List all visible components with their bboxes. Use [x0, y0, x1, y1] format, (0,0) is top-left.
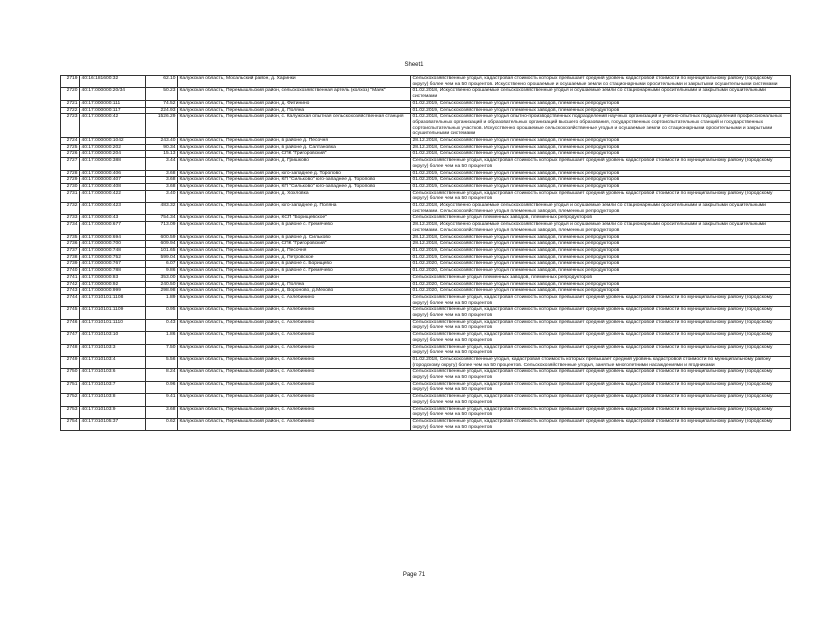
- table-row: [61, 294, 791, 306]
- land-use-cell: 01.02.2018, Сельскохозяйственные угодья, кадастровая стоимость которых превышает средний уровень кадастровой стоимости по муниципальному району (городскому округу) более чем на 50 процентов. Сельскохозяйственные угодья, занятые многолетними насаждениями и ягодниками: [411, 356, 791, 368]
- area-value: 240.50: [146, 281, 178, 288]
- area-value: 9.86: [146, 268, 178, 275]
- land-use-cell: 01.02.2020, Сельскохозяйственные угодья племенных заводов, племенных репродукторов: [411, 268, 791, 275]
- address-cell: Калужская область, Перемышльский район, СПК "Григоровский": [178, 241, 411, 248]
- cadastral-number: 40:17:000000:42: [80, 114, 146, 138]
- sheet-title: Sheet1: [404, 62, 424, 68]
- table-row: [61, 138, 791, 145]
- row-number: 2747: [61, 332, 80, 344]
- cadastral-number: 40:17:000000:700: [80, 241, 146, 248]
- cadastral-number: 40:17:000000:117: [80, 107, 146, 114]
- land-use-cell: 28.12.2018, Сельскохозяйственные угодья племенных заводов, племенных репродукторов: [411, 138, 791, 145]
- cadastral-number: 40:17:000000:422: [80, 190, 146, 202]
- area-value: 3.68: [146, 406, 178, 418]
- land-use-cell: 28.12.2018, Сельскохозяйственные угодья племенных заводов, племенных репродукторов: [411, 241, 791, 248]
- row-number: 2722: [61, 107, 80, 114]
- cadastral-number: 40:17:000000:748: [80, 247, 146, 254]
- table-row: [61, 261, 791, 268]
- area-value: 0.96: [146, 381, 178, 393]
- area-value: 609.94: [146, 241, 178, 248]
- land-use-cell: 01.02.2020, Сельскохозяйственные угодья племенных заводов, племенных репродукторов: [411, 261, 791, 268]
- area-value: 3.40: [146, 190, 178, 202]
- cadastral-number: 40:17:000000:752: [80, 254, 146, 261]
- land-use-cell: Сельскохозяйственные угодья, кадастровая стоимость которых превышает средний уровень кадастровой стоимости по муниципальному району (городскому округу) более чем на 50 процентов: [411, 294, 791, 306]
- address-cell: Калужская область, Перемышльский район, в районе с. Борищево: [178, 261, 411, 268]
- row-number: 2725: [61, 144, 80, 151]
- table-row: [61, 100, 791, 107]
- cadastral-number: 40:17:000000:202: [80, 144, 146, 151]
- row-number: 2750: [61, 369, 80, 381]
- area-value: 5.56: [146, 356, 178, 368]
- address-cell: Калужская область, Перемышльский район, д. Петровское: [178, 254, 411, 261]
- table-row: [61, 281, 791, 288]
- cadastral-number: 40:17:000000:677: [80, 222, 146, 234]
- address-cell: Калужская область, Перемышльский район, с. Ахлебинино: [178, 394, 411, 406]
- land-parcels-table: [60, 75, 791, 431]
- row-number: 2730: [61, 183, 80, 190]
- table-row: [61, 406, 791, 418]
- address-cell: Калужская область, Перемышльский район, сельскохозяйственная артель (колхоз) "Маяк": [178, 88, 411, 100]
- table-row: [61, 307, 791, 319]
- land-use-cell: Сельскохозяйственные угодья, кадастровая стоимость которых превышает средний уровень кадастровой стоимости по муниципальному району (городскому округу) более чем на 50 процентов: [411, 406, 791, 418]
- table-row: [61, 215, 791, 222]
- area-value: 3.68: [146, 183, 178, 190]
- row-number: 2719: [61, 76, 80, 88]
- row-number: 2736: [61, 241, 80, 248]
- cadastral-number: 40:17:010103:6: [80, 369, 146, 381]
- cadastral-number: 40:17:010103:3: [80, 344, 146, 356]
- land-use-cell: Сельскохозяйственные угодья, кадастровая стоимость которых превышает средний уровень кадастровой стоимости по муниципальному району (городскому округу) более чем на 50 процентов: [411, 190, 791, 202]
- land-use-cell: 01.02.2018, Сельскохозяйственные угодья племенных заводов, племенных репродукторов: [411, 151, 791, 158]
- row-number: 2741: [61, 274, 80, 281]
- land-use-cell: 01.02.2018, Искусственно орошаемые сельскохозяйственные угодья и осушаемые земли со стационарными оросительными и закрытыми осушительными системами: [411, 88, 791, 100]
- row-number: 2721: [61, 100, 80, 107]
- table-row: [61, 268, 791, 275]
- cadastral-number: 40:17:010103:7: [80, 381, 146, 393]
- table-row: [61, 151, 791, 158]
- table-row: [61, 158, 791, 170]
- address-cell: Калужская область, Перемышльский район, с. Ахлебинино: [178, 406, 411, 418]
- land-use-cell: Сельскохозяйственные угодья племенных заводов, племенных репродукторов: [411, 274, 791, 281]
- address-cell: Калужская область, Перемышльский район, СПК "Григоровский": [178, 151, 411, 158]
- land-use-cell: 01.02.2019, Сельскохозяйственные угодья племенных заводов, племенных репродукторов: [411, 170, 791, 177]
- address-cell: Калужская область, Перемышльский район, с. Ахлебинино: [178, 307, 411, 319]
- row-number: 2738: [61, 254, 80, 261]
- land-use-cell: 28.12.2018, Сельскохозяйственные угодья племенных заводов, племенных репродукторов: [411, 144, 791, 151]
- area-value: 224.93: [146, 107, 178, 114]
- address-cell: Калужская область, Перемышльский район, с. Ахлебинино: [178, 369, 411, 381]
- cadastral-number: 40:17:000000:388: [80, 158, 146, 170]
- cadastral-number: 40:17:000000:43: [80, 215, 146, 222]
- address-cell: Калужская область, Перемышльский район, в районе д. Салтановка: [178, 144, 411, 151]
- row-number: 2727: [61, 158, 80, 170]
- cadastral-number: 40:17:000000:407: [80, 177, 146, 184]
- land-use-cell: Сельскохозяйственные угодья, кадастровая стоимость которых превышает средний уровень кадастровой стоимости по муниципальному району (городскому округу) более чем на 50 процентов: [411, 158, 791, 170]
- address-cell: Калужская область, Перемышльский район, КСП "Борищевское": [178, 215, 411, 222]
- row-number: 2740: [61, 268, 80, 275]
- address-cell: Калужская область, Перемышльский район, с. Ахлебинино: [178, 294, 411, 306]
- area-value: 6.07: [146, 261, 178, 268]
- row-number: 2751: [61, 381, 80, 393]
- address-cell: Калужская область, Мосальский район, д. Хаpинки: [178, 76, 411, 88]
- address-cell: Калужская область, Перемышльский район, с. Ахлебинино: [178, 356, 411, 368]
- land-use-cell: Сельскохозяйственные угодья, кадастровая стоимость которых превышает средний уровень кадастровой стоимости по муниципальному району (городскому округу) более чем на 50 процентов: [411, 307, 791, 319]
- table-row: [61, 356, 791, 368]
- page-number: Page 71: [402, 572, 426, 578]
- table-row: [61, 190, 791, 202]
- area-value: 74.52: [146, 100, 178, 107]
- cadastral-number: 40:17:000000:20/34: [80, 88, 146, 100]
- address-cell: Калужская область, Перемышльский район, юго-западнее д. Торопово: [178, 170, 411, 177]
- address-cell: Калужская область, Перемышльский район, в районе д. Песочня: [178, 138, 411, 145]
- area-value: 3.68: [146, 177, 178, 184]
- cadastral-number: 40:17:000000:694: [80, 234, 146, 241]
- area-value: 754.34: [146, 215, 178, 222]
- area-value: 7.50: [146, 344, 178, 356]
- address-cell: Калужская область, Перемышльский район, д. Гришково: [178, 158, 411, 170]
- table-row: [61, 114, 791, 138]
- area-value: 101.65: [146, 247, 178, 254]
- row-number: 2728: [61, 170, 80, 177]
- row-number: 2724: [61, 138, 80, 145]
- table-row: [61, 418, 791, 430]
- address-cell: Калужская область, Перемышльский район, с. Ахлебинино: [178, 319, 411, 331]
- row-number: 2726: [61, 151, 80, 158]
- row-number: 2737: [61, 247, 80, 254]
- area-value: 15.13: [146, 151, 178, 158]
- table-row: [61, 381, 791, 393]
- land-use-cell: Сельскохозяйственные угодья, кадастровая стоимость которых превышает средний уровень кадастровой стоимости по муниципальному району (городскому округу) более чем на 50 процентов: [411, 332, 791, 344]
- row-number: 2729: [61, 177, 80, 184]
- area-value: 599.04: [146, 254, 178, 261]
- address-cell: Калужская область, Перемышльский район, с. Ахлебинино: [178, 332, 411, 344]
- land-use-cell: Сельскохозяйственные угодья, кадастровая стоимость которых превышает средний уровень кадастровой стоимости по муниципальному району (городскому округу) более чем на 50 процентов: [411, 394, 791, 406]
- row-number: 2732: [61, 203, 80, 215]
- cadastral-number: 40:17:010103:10: [80, 332, 146, 344]
- address-cell: Калужская область, Перемышльский район: [178, 274, 411, 281]
- cadastral-number: 40:17:010101:1108: [80, 294, 146, 306]
- row-number: 2752: [61, 394, 80, 406]
- cadastral-number: 40:16:181600:32: [80, 76, 146, 88]
- area-value: 8.24: [146, 369, 178, 381]
- table-row: [61, 241, 791, 248]
- cadastral-number: 40:17:000000:999: [80, 288, 146, 295]
- area-value: 243.40: [146, 138, 178, 145]
- address-cell: Калужская область, Перемышльский район, с. Ахлебинино: [178, 418, 411, 430]
- area-value: 483.32: [146, 203, 178, 215]
- land-use-cell: Сельскохозяйственные угодья, кадастровая стоимость которых превышает средний уровень кадастровой стоимости по муниципальному району (городскому округу) более чем на 50 процентов: [411, 319, 791, 331]
- area-value: 50.23: [146, 88, 178, 100]
- address-cell: Калужская область, Перемышльский район, д. Песочня: [178, 247, 411, 254]
- table-row: [61, 107, 791, 114]
- land-use-cell: 28.12.2018, Искусственно орошаемые сельскохозяйственные угодья и осушаемые земли со стационарными оросительными и закрытыми осушительными системами. Сельскохозяйственные угодья племенных заводов, племенных репродукторов: [411, 222, 791, 234]
- cadastral-number: 40:17:000000:406: [80, 170, 146, 177]
- row-number: 2743: [61, 288, 80, 295]
- cadastral-number: 40:17:010103:9: [80, 406, 146, 418]
- area-value: 9.41: [146, 394, 178, 406]
- table-row: [61, 170, 791, 177]
- land-use-cell: 28.12.2018, Сельскохозяйственные угодья племенных заводов, племенных репродукторов: [411, 234, 791, 241]
- cadastral-number: 40:17:010101:1110: [80, 319, 146, 331]
- table-row: [61, 234, 791, 241]
- cadastral-number: 40:17:010103:8: [80, 394, 146, 406]
- row-number: 2744: [61, 294, 80, 306]
- cadastral-number: 40:17:000000:1042: [80, 138, 146, 145]
- land-use-cell: Сельскохозяйственные угодья, кадастровая стоимость которых превышает средний уровень кадастровой стоимости по муниципальному району (городскому округу) более чем на 50 процентов: [411, 381, 791, 393]
- cadastral-number: 40:17:000000:423: [80, 203, 146, 215]
- address-cell: Калужская область, Перемышльский район, д. Фитинино: [178, 100, 411, 107]
- row-number: 2735: [61, 234, 80, 241]
- cadastral-number: 40:17:000000:92: [80, 281, 146, 288]
- row-number: 2731: [61, 190, 80, 202]
- table-row: [61, 222, 791, 234]
- row-number: 2739: [61, 261, 80, 268]
- address-cell: Калужская область, Перемышльский район, в районе с. Гремячево: [178, 222, 411, 234]
- row-number: 2754: [61, 418, 80, 430]
- table-row: [61, 247, 791, 254]
- land-use-cell: Сельскохозяйственные угодья племенных заводов, племенных репродукторов: [411, 215, 791, 222]
- table-row: [61, 177, 791, 184]
- table-row: [61, 254, 791, 261]
- table-body: [61, 76, 791, 431]
- address-cell: Калужская область, Перемышльский район, с. Ахлебинино: [178, 344, 411, 356]
- address-cell: Калужская область, Перемышльский район, юго-западнее д. Поляна: [178, 203, 411, 215]
- row-number: 2746: [61, 319, 80, 331]
- area-value: 3.68: [146, 170, 178, 177]
- row-number: 2734: [61, 222, 80, 234]
- area-value: 0.62: [146, 418, 178, 430]
- address-cell: Калужская область, Перемышльский район, КП "Сильково" юго-западнее д. Торопово: [178, 183, 411, 190]
- table-row: [61, 274, 791, 281]
- area-value: 90.34: [146, 144, 178, 151]
- row-number: 2753: [61, 406, 80, 418]
- cadastral-number: 40:17:000000:83: [80, 274, 146, 281]
- table-row: [61, 183, 791, 190]
- area-value: 62.10: [146, 76, 178, 88]
- address-cell: Калужская область, Перемышльский район, д. Вороново, д.Мехово: [178, 288, 411, 295]
- cadastral-number: 40:17:000000:111: [80, 100, 146, 107]
- table-row: [61, 394, 791, 406]
- address-cell: Калужская область, Перемышльский район, с. Ахлебинино: [178, 381, 411, 393]
- area-value: 713.09: [146, 222, 178, 234]
- area-value: 600.59: [146, 234, 178, 241]
- cadastral-number: 40:17:010101:1109: [80, 307, 146, 319]
- table-row: [61, 288, 791, 295]
- address-cell: Калужская область, Перемышльский район, с. Калужская опытная сельскохозяйственная станция: [178, 114, 411, 138]
- area-value: 0.95: [146, 307, 178, 319]
- table-row: [61, 76, 791, 88]
- land-use-cell: Сельскохозяйственные угодья, кадастровая стоимость которых превышает средний уровень кадастровой стоимости по муниципальному району (городскому округу) более чем на 50 процентов: [411, 344, 791, 356]
- area-value: 1.89: [146, 294, 178, 306]
- area-value: 298.98: [146, 288, 178, 295]
- address-cell: Калужская область, Перемышльский район, в районе с. Гремячево: [178, 268, 411, 275]
- land-use-cell: 01.02.2020, Сельскохозяйственные угодья племенных заводов, племенных репродукторов: [411, 288, 791, 295]
- land-use-cell: 01.02.2018, Сельскохозяйственные угодья опытно-производственных подразделений научных организаций и учебно-опытных подразделений профессиональных образовательных организаций и образовательных организаций высшего образования, государственных сортоиспытательных станций и государственных сортоиспытательных участков. Искусственно орошаемые сельскохозяйственные угодья и осушаемые земли со стационарными оросительными и закрытыми осушительными системами: [411, 114, 791, 138]
- land-use-cell: 01.02.2019, Сельскохозяйственные угодья племенных заводов, племенных репродукторов: [411, 107, 791, 114]
- address-cell: Калужская область, Перемышльский район, д. Поляна: [178, 281, 411, 288]
- area-value: 353.00: [146, 274, 178, 281]
- land-use-cell: Сельскохозяйственные угодья, кадастровая стоимость которых превышает средний уровень кадастровой стоимости по муниципальному району (городскому округу) более чем на 50 процентов. Искусственно орошаемые и осушаемые земли со стационарными оросительными и закрытыми осушительными системами: [411, 76, 791, 88]
- table-row: [61, 203, 791, 215]
- area-value: 1.86: [146, 332, 178, 344]
- land-use-cell: 01.02.2018, Искусственно орошаемые сельскохозяйственные угодья и осушаемые земли со стационарными оросительными и закрытыми осушительными системами. Сельскохозяйственные угодья племенных заводов, племенных репродукторов: [411, 203, 791, 215]
- row-number: 2749: [61, 356, 80, 368]
- row-number: 2745: [61, 307, 80, 319]
- cadastral-number: 40:17:010105:37: [80, 418, 146, 430]
- row-number: 2720: [61, 88, 80, 100]
- land-use-cell: Сельскохозяйственные угодья, кадастровая стоимость которых превышает средний уровень кадастровой стоимости по муниципальному району (городскому округу) более чем на 50 процентов: [411, 418, 791, 430]
- row-number: 2742: [61, 281, 80, 288]
- table-row: [61, 144, 791, 151]
- cadastral-number: 40:17:000000:767: [80, 261, 146, 268]
- table-row: [61, 319, 791, 331]
- cadastral-number: 40:17:000000:408: [80, 183, 146, 190]
- table-row: [61, 369, 791, 381]
- row-number: 2723: [61, 114, 80, 138]
- land-use-cell: 01.02.2019, Сельскохозяйственные угодья племенных заводов, племенных репродукторов: [411, 100, 791, 107]
- row-number: 2733: [61, 215, 80, 222]
- table-row: [61, 88, 791, 100]
- table-row: [61, 344, 791, 356]
- area-value: 1526.29: [146, 114, 178, 138]
- area-value: 3.44: [146, 158, 178, 170]
- land-use-cell: 01.02.2019, Сельскохозяйственные угодья племенных заводов, племенных репродукторов: [411, 247, 791, 254]
- land-use-cell: 01.02.2019, Сельскохозяйственные угодья племенных заводов, племенных репродукторов: [411, 177, 791, 184]
- row-number: 2748: [61, 344, 80, 356]
- area-value: 0.43: [146, 319, 178, 331]
- land-use-cell: Сельскохозяйственные угодья, кадастровая стоимость которых превышает средний уровень кадастровой стоимости по муниципальному району (городскому округу) более чем на 50 процентов: [411, 369, 791, 381]
- address-cell: Калужская область, Перемышльский район, в районе д. Сильково: [178, 234, 411, 241]
- address-cell: Калужская область, Перемышльский район, д. Полянa: [178, 107, 411, 114]
- cadastral-number: 40:17:010103:4: [80, 356, 146, 368]
- address-cell: Калужская область, Перемышльский район, КП "Сильково" юго-западнее д. Торопово: [178, 177, 411, 184]
- land-use-cell: 01.02.2019, Сельскохозяйственные угодья племенных заводов, племенных репродукторов: [411, 183, 791, 190]
- table-row: [61, 332, 791, 344]
- cadastral-number: 40:17:000000:204: [80, 151, 146, 158]
- cadastral-number: 40:17:000000:788: [80, 268, 146, 275]
- land-use-cell: 01.02.2019, Сельскохозяйственные угодья племенных заводов, племенных репродукторов: [411, 254, 791, 261]
- land-use-cell: 01.02.2020, Сельскохозяйственные угодья племенных заводов, племенных репродукторов: [411, 281, 791, 288]
- address-cell: Калужская область, Перемышльский район, д. Хохловка: [178, 190, 411, 202]
